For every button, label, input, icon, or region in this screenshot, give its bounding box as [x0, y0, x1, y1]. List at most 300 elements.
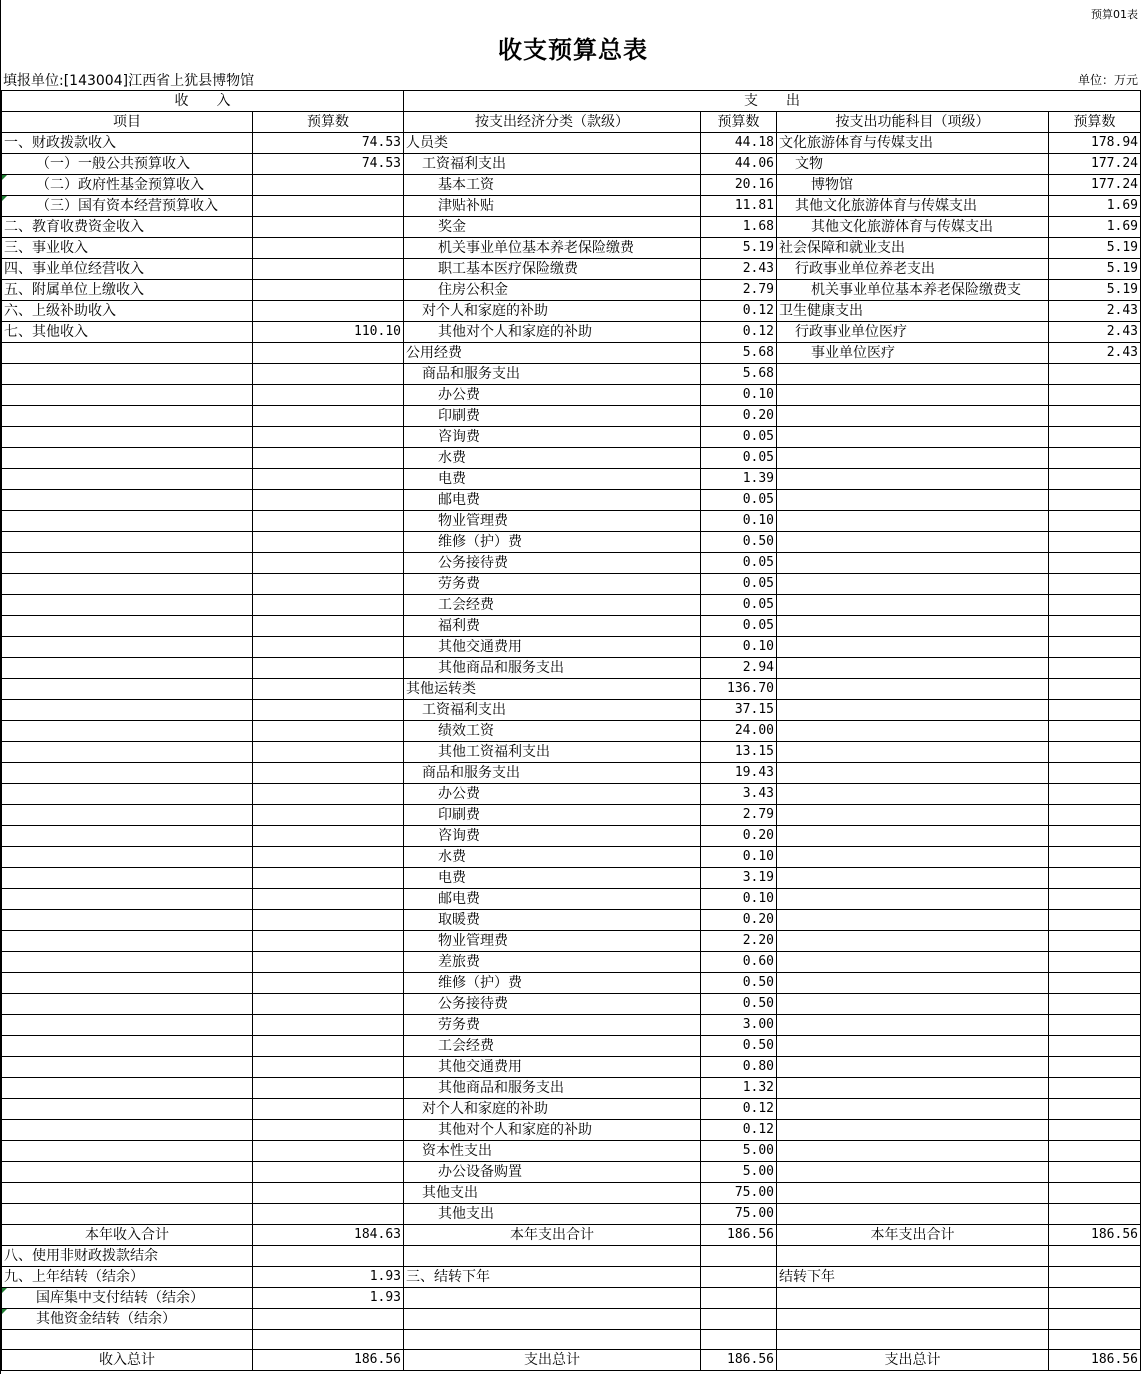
func-amount: [1049, 763, 1141, 784]
func-amount: 1.69: [1049, 196, 1141, 217]
econ-amount: 3.00: [701, 1015, 777, 1036]
econ-item: 其他运转类: [404, 679, 701, 700]
income-item: [2, 532, 253, 553]
income-item: [2, 1015, 253, 1036]
func-amount: [1049, 1141, 1141, 1162]
econ-amount: 0.50: [701, 532, 777, 553]
income-item: [2, 1057, 253, 1078]
income-amount: [253, 553, 404, 574]
func-item: [777, 1162, 1049, 1183]
income-amount: [253, 721, 404, 742]
func-item: 博物馆: [777, 175, 1049, 196]
func-amount: 2.43: [1049, 301, 1141, 322]
income-amount: [253, 238, 404, 259]
col-func-class: 按支出功能科目（项级）: [777, 112, 1049, 133]
econ-amount: 0.12: [701, 1099, 777, 1120]
econ-amount: 1.39: [701, 469, 777, 490]
income-item: 七、其他收入: [2, 322, 253, 343]
table-row: [2, 574, 1141, 595]
func-item: [777, 721, 1049, 742]
income-item: [2, 763, 253, 784]
col-econ-amount: 预算数: [701, 112, 777, 133]
table-row: [2, 1183, 1141, 1204]
table-row: [2, 1057, 1141, 1078]
econ-amount: 136.70: [701, 679, 777, 700]
func-item: [777, 490, 1049, 511]
grand-total-row: [2, 1350, 1141, 1371]
blank-row: [2, 1330, 1141, 1350]
func-amount: [1049, 532, 1141, 553]
table-row: [2, 133, 1141, 154]
econ-amount: 2.43: [701, 259, 777, 280]
income-amount: [253, 385, 404, 406]
expense-total-func-label: 支出总计: [777, 1350, 1049, 1371]
func-item: [777, 1141, 1049, 1162]
econ-item: 福利费: [404, 616, 701, 637]
econ-amount: 1.68: [701, 217, 777, 238]
income-item: [2, 427, 253, 448]
econ-item: 对个人和家庭的补助: [404, 301, 701, 322]
econ-amount: 0.05: [701, 448, 777, 469]
income-amount: [253, 1204, 404, 1225]
func-amount: [1049, 994, 1141, 1015]
econ-amount: 44.18: [701, 133, 777, 154]
income-amount: [253, 1162, 404, 1183]
econ-item: 邮电费: [404, 490, 701, 511]
table-row: [2, 301, 1141, 322]
func-item: 行政事业单位医疗: [777, 322, 1049, 343]
table-row: [2, 196, 1141, 217]
income-item: [2, 385, 253, 406]
func-item: [777, 406, 1049, 427]
func-item: [777, 1057, 1049, 1078]
table-row: [2, 616, 1141, 637]
econ-item: 劳务费: [404, 1015, 701, 1036]
econ-item: 印刷费: [404, 406, 701, 427]
income-item: （三）国有资本经营预算收入: [2, 196, 253, 217]
income-item: 六、上级补助收入: [2, 301, 253, 322]
income-item: [2, 1036, 253, 1057]
func-item: 社会保障和就业支出: [777, 238, 1049, 259]
econ-amount: 0.10: [701, 511, 777, 532]
income-amount: [253, 763, 404, 784]
func-item: [777, 742, 1049, 763]
income-total-label: 收入总计: [2, 1350, 253, 1371]
reporting-unit: 填报单位:[143004]江西省上犹县博物馆: [3, 73, 255, 89]
econ-item: 其他商品和服务支出: [404, 658, 701, 679]
income-item: [2, 1099, 253, 1120]
column-header-row: [2, 112, 1141, 133]
income-amount: [253, 805, 404, 826]
econ-amount: 5.19: [701, 238, 777, 259]
year-expense-econ-amount: 186.56: [701, 1225, 777, 1246]
func-amount: 1.69: [1049, 217, 1141, 238]
income-item: 二、教育收费资金收入: [2, 217, 253, 238]
func-amount: [1049, 658, 1141, 679]
econ-amount: 0.50: [701, 994, 777, 1015]
func-amount: [1049, 679, 1141, 700]
func-amount: [1049, 553, 1141, 574]
econ-amount: 0.60: [701, 952, 777, 973]
table-row: [2, 679, 1141, 700]
income-item: [2, 1120, 253, 1141]
income-item: 四、事业单位经营收入: [2, 259, 253, 280]
table-row: [2, 910, 1141, 931]
table-row: [2, 1162, 1141, 1183]
income-item: （二）政府性基金预算收入: [2, 175, 253, 196]
other-funds-row: [2, 1309, 1141, 1330]
table-row: [2, 1141, 1141, 1162]
nonfiscal-row: [2, 1246, 1141, 1267]
econ-item: 电费: [404, 469, 701, 490]
table-row: [2, 973, 1141, 994]
func-item: [777, 805, 1049, 826]
income-amount: [253, 1036, 404, 1057]
income-item: [2, 700, 253, 721]
func-amount: 5.19: [1049, 238, 1141, 259]
func-amount: [1049, 973, 1141, 994]
income-item: [2, 448, 253, 469]
func-amount: [1049, 637, 1141, 658]
income-item: [2, 637, 253, 658]
econ-amount: 2.79: [701, 805, 777, 826]
table-row: [2, 280, 1141, 301]
income-amount: [253, 1078, 404, 1099]
income-item: [2, 910, 253, 931]
econ-item: 对个人和家庭的补助: [404, 1099, 701, 1120]
col-item: 项目: [2, 112, 253, 133]
func-amount: [1049, 469, 1141, 490]
econ-amount: 5.68: [701, 343, 777, 364]
table-row: [2, 322, 1141, 343]
econ-amount: 0.10: [701, 637, 777, 658]
year-expense-func-amount: 186.56: [1049, 1225, 1141, 1246]
func-item: [777, 553, 1049, 574]
econ-amount: 0.10: [701, 385, 777, 406]
econ-item: 办公设备购置: [404, 1162, 701, 1183]
income-amount: [253, 847, 404, 868]
func-amount: [1049, 742, 1141, 763]
income-item: [2, 511, 253, 532]
table-row: [2, 427, 1141, 448]
econ-amount: 0.05: [701, 427, 777, 448]
func-item: [777, 1120, 1049, 1141]
table-row: [2, 868, 1141, 889]
econ-item: 绩效工资: [404, 721, 701, 742]
table-row: [2, 994, 1141, 1015]
econ-amount: 0.12: [701, 322, 777, 343]
table-row: [2, 259, 1141, 280]
table-row: [2, 553, 1141, 574]
econ-item: 工会经费: [404, 595, 701, 616]
table-row: [2, 931, 1141, 952]
money-unit: 单位：万元: [1077, 73, 1138, 87]
income-item: [2, 469, 253, 490]
table-row: [2, 217, 1141, 238]
income-amount: [253, 532, 404, 553]
econ-item: 办公费: [404, 784, 701, 805]
func-amount: [1049, 406, 1141, 427]
income-item: [2, 574, 253, 595]
table-row: [2, 742, 1141, 763]
econ-amount: 5.00: [701, 1162, 777, 1183]
econ-amount: 44.06: [701, 154, 777, 175]
section-header-row: [2, 91, 1141, 112]
econ-amount: 0.05: [701, 553, 777, 574]
func-item: [777, 1183, 1049, 1204]
econ-amount: 0.10: [701, 889, 777, 910]
func-amount: [1049, 1183, 1141, 1204]
func-item: [777, 1204, 1049, 1225]
table-row: [2, 595, 1141, 616]
econ-amount: 0.50: [701, 1036, 777, 1057]
income-amount: [253, 973, 404, 994]
table-row: [2, 1015, 1141, 1036]
table-row: [2, 889, 1141, 910]
func-amount: [1049, 805, 1141, 826]
func-item: [777, 658, 1049, 679]
income-item: [2, 679, 253, 700]
func-item: 机关事业单位基本养老保险缴费支: [777, 280, 1049, 301]
func-amount: 2.43: [1049, 322, 1141, 343]
income-amount: [253, 637, 404, 658]
income-item: [2, 721, 253, 742]
econ-item: 其他支出: [404, 1204, 701, 1225]
income-amount: [253, 217, 404, 238]
income-item: [2, 868, 253, 889]
func-item: [777, 952, 1049, 973]
table-row: [2, 406, 1141, 427]
treasury-row: [2, 1288, 1141, 1309]
econ-amount: 0.05: [701, 574, 777, 595]
carry-next-econ-label: 三、结转下年: [404, 1267, 701, 1288]
func-item: [777, 448, 1049, 469]
func-amount: 5.19: [1049, 259, 1141, 280]
econ-item: 维修（护）费: [404, 532, 701, 553]
econ-item: 电费: [404, 868, 701, 889]
econ-amount: 37.15: [701, 700, 777, 721]
nonfiscal-label: 八、使用非财政拨款结余: [2, 1246, 253, 1267]
econ-amount: 20.16: [701, 175, 777, 196]
income-amount: [253, 175, 404, 196]
income-amount: [253, 994, 404, 1015]
econ-amount: 1.32: [701, 1078, 777, 1099]
expense-total-label: 支出总计: [404, 1350, 701, 1371]
func-amount: [1049, 1015, 1141, 1036]
func-amount: [1049, 931, 1141, 952]
econ-item: 资本性支出: [404, 1141, 701, 1162]
income-amount: [253, 595, 404, 616]
income-amount: [253, 280, 404, 301]
func-item: [777, 511, 1049, 532]
income-item: [2, 658, 253, 679]
func-item: [777, 994, 1049, 1015]
income-item: [2, 973, 253, 994]
econ-item: 其他交通费用: [404, 1057, 701, 1078]
col-income-amount: 预算数: [253, 112, 404, 133]
econ-item: 职工基本医疗保险缴费: [404, 259, 701, 280]
income-item: [2, 847, 253, 868]
func-amount: [1049, 952, 1141, 973]
func-amount: [1049, 1099, 1141, 1120]
func-item: [777, 868, 1049, 889]
income-amount: [253, 343, 404, 364]
econ-amount: 3.19: [701, 868, 777, 889]
expense-section-header: 支 出: [404, 91, 1141, 112]
econ-amount: 0.50: [701, 973, 777, 994]
income-amount: [253, 616, 404, 637]
year-total-row: [2, 1225, 1141, 1246]
func-item: [777, 616, 1049, 637]
income-item: [2, 1204, 253, 1225]
func-item: [777, 1015, 1049, 1036]
table-row: [2, 343, 1141, 364]
col-func-amount: 预算数: [1049, 112, 1141, 133]
econ-amount: 5.68: [701, 364, 777, 385]
table-row: [2, 805, 1141, 826]
func-item: [777, 910, 1049, 931]
table-row: [2, 784, 1141, 805]
func-amount: [1049, 889, 1141, 910]
func-amount: [1049, 910, 1141, 931]
econ-item: 咨询费: [404, 427, 701, 448]
income-item: [2, 742, 253, 763]
econ-item: 其他支出: [404, 1183, 701, 1204]
year-expense-func-label: 本年支出合计: [777, 1225, 1049, 1246]
econ-item: 商品和服务支出: [404, 763, 701, 784]
income-item: [2, 1141, 253, 1162]
econ-amount: 75.00: [701, 1183, 777, 1204]
econ-amount: 5.00: [701, 1141, 777, 1162]
func-item: 文物: [777, 154, 1049, 175]
expense-total-econ-amount: 186.56: [701, 1350, 777, 1371]
econ-item: 住房公积金: [404, 280, 701, 301]
year-income-label: 本年收入合计: [2, 1225, 253, 1246]
table-row: [2, 154, 1141, 175]
income-amount: [253, 889, 404, 910]
carry-next-func-label: 结转下年: [777, 1267, 1049, 1288]
func-item: [777, 574, 1049, 595]
table-row: [2, 658, 1141, 679]
func-amount: 2.43: [1049, 343, 1141, 364]
econ-amount: 0.10: [701, 847, 777, 868]
treasury-label: 国库集中支付结转（结余）: [2, 1288, 253, 1309]
expense-total-func-amount: 186.56: [1049, 1350, 1141, 1371]
income-item: 一、财政拨款收入: [2, 133, 253, 154]
income-amount: [253, 259, 404, 280]
func-item: [777, 364, 1049, 385]
income-amount: [253, 196, 404, 217]
func-amount: [1049, 1120, 1141, 1141]
func-amount: [1049, 1162, 1141, 1183]
income-amount: [253, 742, 404, 763]
income-item: [2, 595, 253, 616]
func-item: 卫生健康支出: [777, 301, 1049, 322]
income-amount: [253, 931, 404, 952]
income-item: [2, 343, 253, 364]
func-amount: 177.24: [1049, 175, 1141, 196]
econ-item: 公用经费: [404, 343, 701, 364]
income-section-header: 收 入: [2, 91, 404, 112]
table-row: [2, 175, 1141, 196]
func-item: [777, 1078, 1049, 1099]
table-row: [2, 1099, 1141, 1120]
func-amount: [1049, 868, 1141, 889]
func-item: [777, 826, 1049, 847]
func-amount: 177.24: [1049, 154, 1141, 175]
income-amount: 74.53: [253, 154, 404, 175]
func-amount: [1049, 1078, 1141, 1099]
func-item: 其他文化旅游体育与传媒支出: [777, 196, 1049, 217]
func-item: [777, 1036, 1049, 1057]
econ-item: 商品和服务支出: [404, 364, 701, 385]
income-item: [2, 1183, 253, 1204]
income-amount: [253, 364, 404, 385]
income-amount: [253, 658, 404, 679]
econ-amount: 0.20: [701, 406, 777, 427]
income-item: 三、事业收入: [2, 238, 253, 259]
econ-item: 维修（护）费: [404, 973, 701, 994]
func-amount: [1049, 448, 1141, 469]
income-amount: [253, 1141, 404, 1162]
econ-amount: 75.00: [701, 1204, 777, 1225]
econ-item: 劳务费: [404, 574, 701, 595]
econ-item: 公务接待费: [404, 553, 701, 574]
econ-item: 取暖费: [404, 910, 701, 931]
income-item: [2, 1078, 253, 1099]
income-amount: [253, 826, 404, 847]
func-item: 事业单位医疗: [777, 343, 1049, 364]
econ-item: 水费: [404, 448, 701, 469]
econ-amount: 2.94: [701, 658, 777, 679]
func-amount: [1049, 1204, 1141, 1225]
func-amount: 5.19: [1049, 280, 1141, 301]
econ-amount: 0.20: [701, 826, 777, 847]
table-row: [2, 952, 1141, 973]
econ-item: 人员类: [404, 133, 701, 154]
econ-item: 物业管理费: [404, 931, 701, 952]
func-amount: [1049, 1057, 1141, 1078]
table-row: [2, 490, 1141, 511]
econ-item: 邮电费: [404, 889, 701, 910]
other-funds-label: 其他资金结转（结余）: [2, 1309, 253, 1330]
income-amount: [253, 910, 404, 931]
func-item: [777, 784, 1049, 805]
treasury-amount: 1.93: [253, 1288, 404, 1309]
income-item: [2, 826, 253, 847]
table-row: [2, 511, 1141, 532]
income-amount: [253, 1183, 404, 1204]
income-item: [2, 931, 253, 952]
econ-item: 工资福利支出: [404, 700, 701, 721]
econ-item: 物业管理费: [404, 511, 701, 532]
econ-item: 工会经费: [404, 1036, 701, 1057]
econ-item: 公务接待费: [404, 994, 701, 1015]
table-row: [2, 721, 1141, 742]
econ-amount: 24.00: [701, 721, 777, 742]
func-item: [777, 889, 1049, 910]
econ-item: 水费: [404, 847, 701, 868]
func-item: [777, 1099, 1049, 1120]
form-number: 预算01表: [1091, 8, 1138, 21]
econ-item: 其他工资福利支出: [404, 742, 701, 763]
year-income-amount: 184.63: [253, 1225, 404, 1246]
econ-amount: 0.12: [701, 1120, 777, 1141]
income-item: [2, 364, 253, 385]
econ-item: 办公费: [404, 385, 701, 406]
func-item: [777, 469, 1049, 490]
func-amount: [1049, 1036, 1141, 1057]
